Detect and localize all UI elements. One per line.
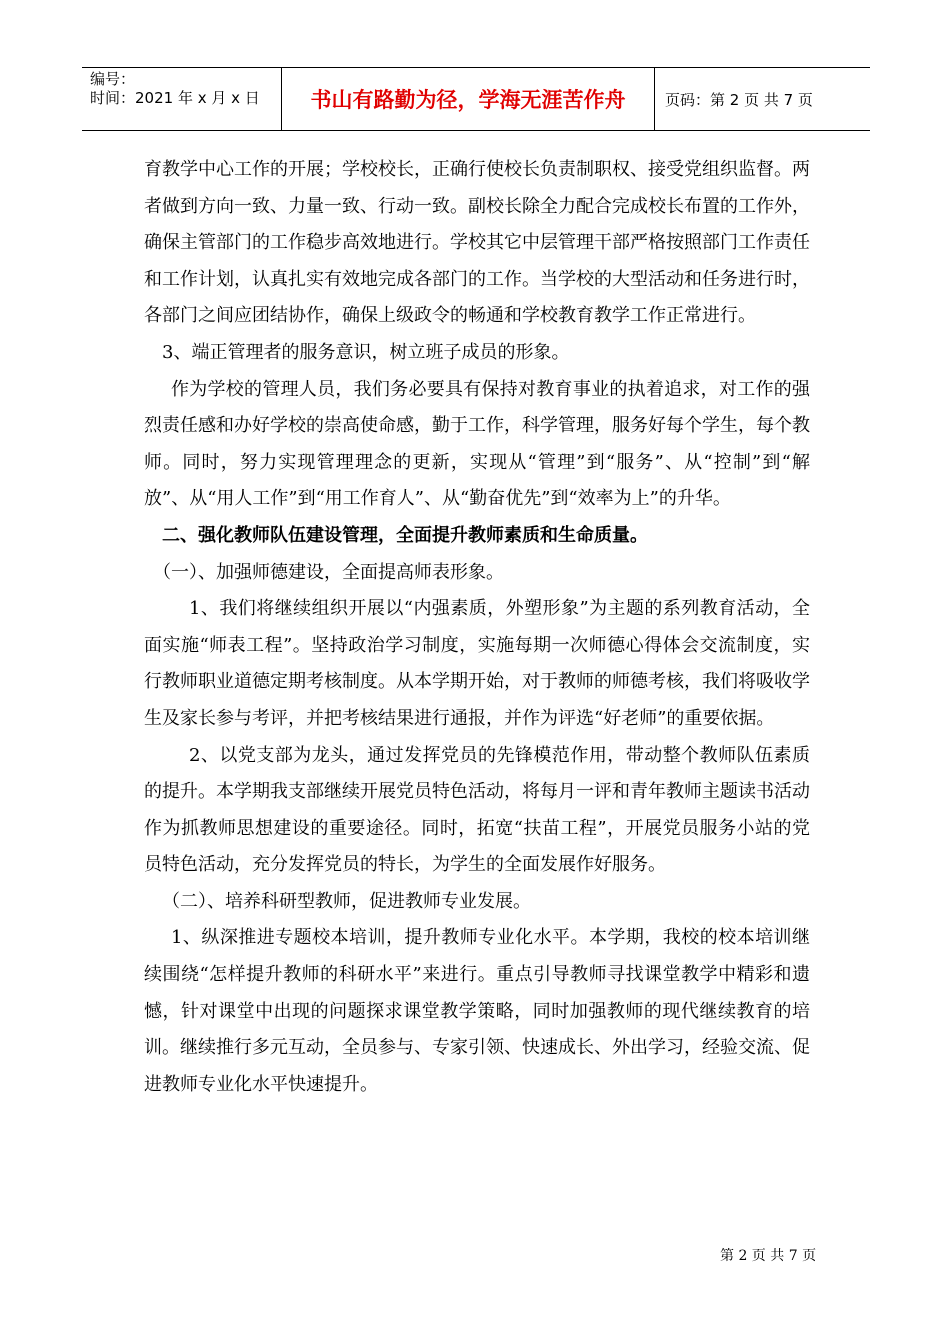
subsection-heading: （一）、加强师德建设，全面提高师表形象。 [153, 561, 504, 583]
footer-page-number: 第 2 页 共 7 页 [720, 1248, 817, 1264]
paragraph: 育教学中心工作的开展；学校校长，正确行使校长负责制职权、接受党组织监督。两者做到方向一致、力量一致、行动一致。副校长除全力配合完成校长布置的工作外，确保主管部门的工作稳步高效地进行。学校其它中层管理干部严格按照部门工作责任和工作计划，认真扎实有效地完成各部门的工作。当学校的大型活动和任务进行时，各部门之间应团结协作，确保上级政令的畅通和学校教育教学工作正常进行。 [144, 159, 810, 327]
paragraph: 1、我们将继续组织开展以“内强素质，外塑形象”为主题的系列教育活动，全面实施“师表工程”。坚持政治学习制度，实施每期一次师德心得体会交流制度，实行教师职业道德定期考核制度。从本学期开始，对于教师的师德考核，我们将吸收学生及家长参与考评，并把考核结果进行通报，并作为评选“好老师”的重要依据。 [144, 598, 810, 729]
page-header [82, 67, 870, 131]
list-heading: 3、端正管理者的服务意识，树立班子成员的形象。 [162, 341, 570, 363]
document-body [144, 152, 810, 1103]
subsection-heading: （二）、培养科研型教师，促进教师专业发展。 [162, 890, 531, 912]
document-date: 时间：2021 年 x 月 x 日 [90, 89, 260, 107]
document-number: 编号： [90, 70, 136, 88]
paragraph: 作为学校的管理人员，我们务必要具有保持对教育事业的执着追求，对工作的强烈责任感和办好学校的崇高使命感，勤于工作，科学管理，服务好每个学生，每个教师。同时，努力实现管理理念的更新，实现从“管理”到“服务”、从“控制”到“解放”、从“用人工作”到“用工作育人”、从“勤奋优先”到“效率为上”的升华。 [144, 378, 810, 510]
header-motto: 书山有路勤为径，学海无涯苦作舟 [282, 68, 655, 130]
header-page-number: 页码：第 2 页 共 7 页 [665, 90, 813, 109]
header-meta [82, 68, 282, 130]
section-heading: 二、强化教师队伍建设管理，全面提升教师素质和生命质量。 [162, 524, 648, 546]
paragraph: 2、以党支部为龙头，通过发挥党员的先锋模范作用，带动整个教师队伍素质的提升。本学期我支部继续开展党员特色活动，将每月一评和青年教师主题读书活动作为抓教师思想建设的重要途径。同时，拓宽“扶苗工程”，开展党员服务小站的党员特色活动，充分发挥党员的特长，为学生的全面发展作好服务。 [144, 744, 810, 876]
paragraph: 1、纵深推进专题校本培训，提升教师专业化水平。本学期，我校的校本培训继续围绕“怎样提升教师的科研水平”来进行。重点引导教师寻找课堂教学中精彩和遗憾，针对课堂中出现的问题探求课堂教学策略，同时加强教师的现代继续教育的培训。继续推行多元互动，全员参与、专家引领、快速成长、外出学习，经验交流、促进教师专业化水平快速提升。 [144, 927, 810, 1095]
